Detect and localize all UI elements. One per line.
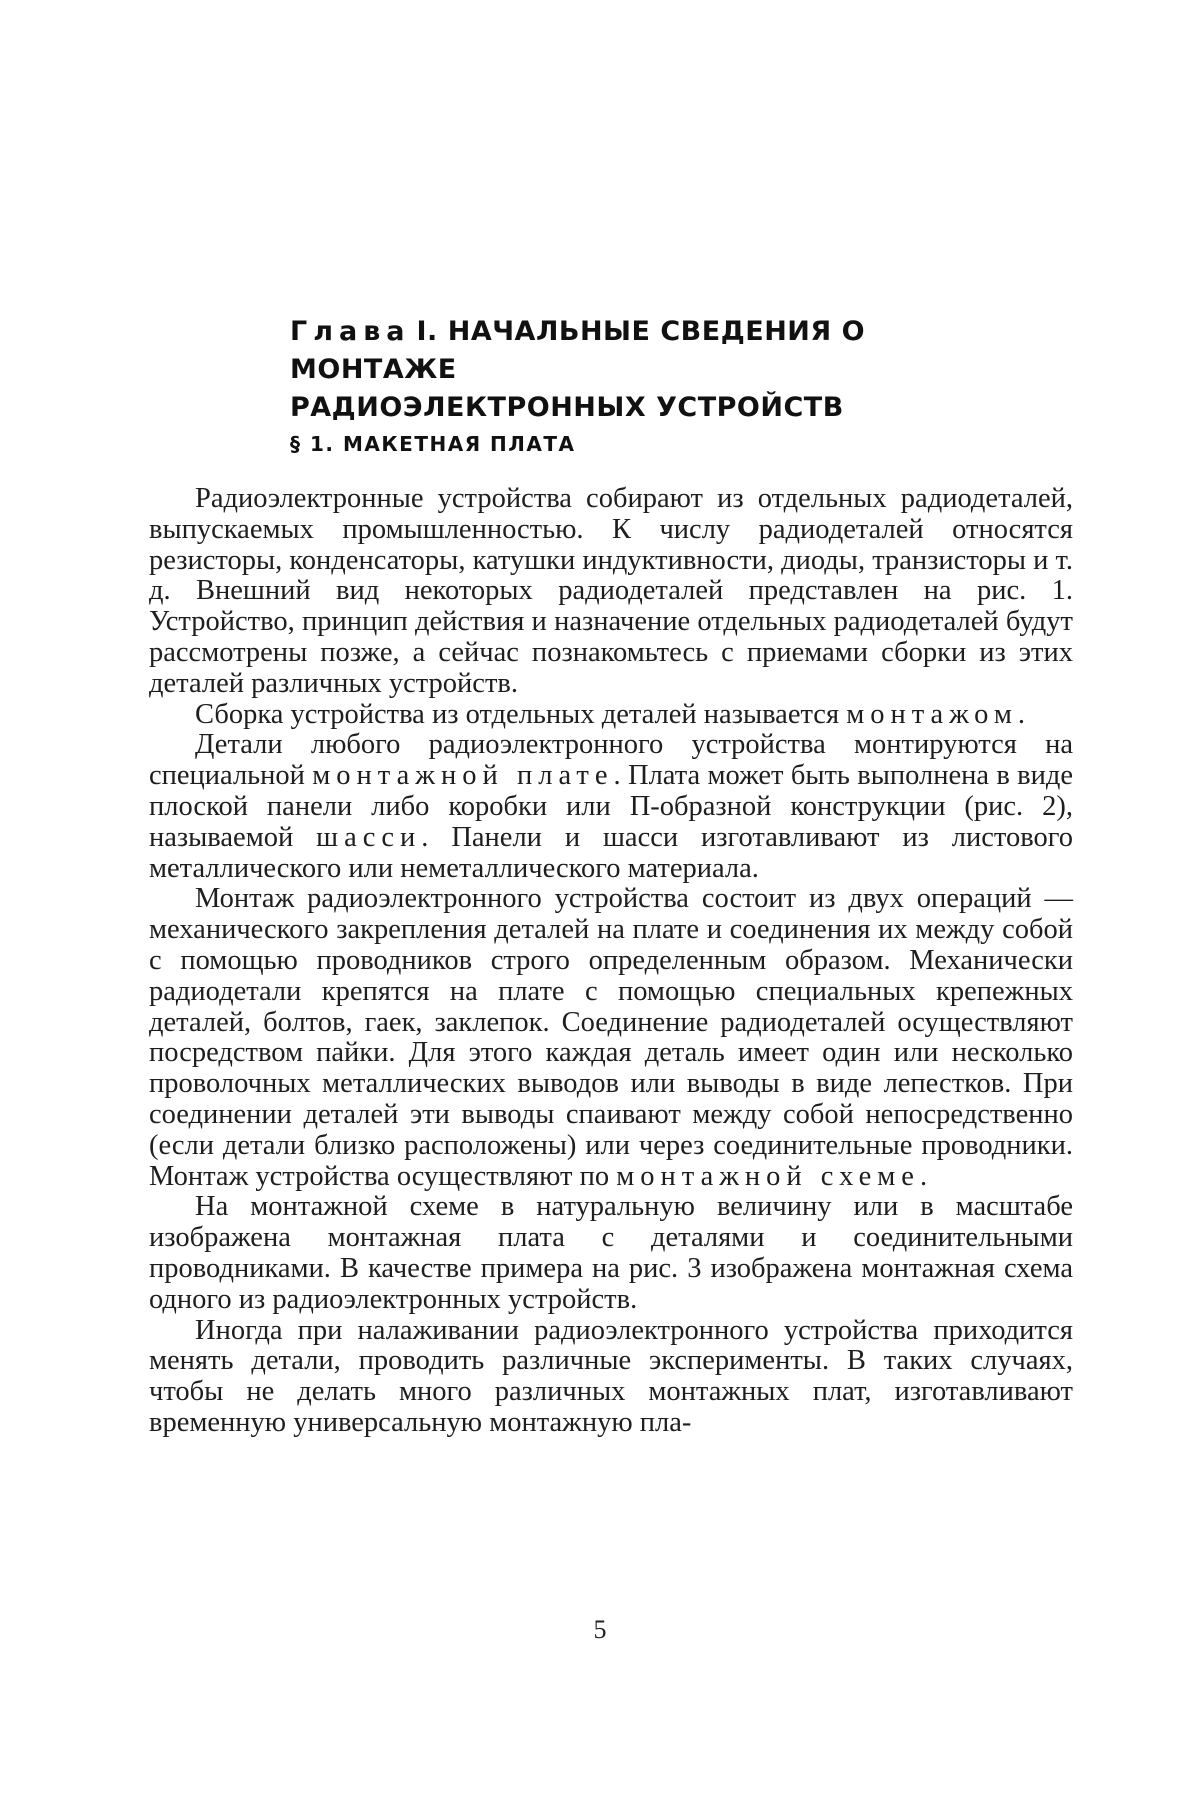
term-montage: монтажом [846, 698, 1018, 730]
paragraph-1: Радиоэлектронные устройства собирают из отдельных радиодеталей, выпускаемых промышленностью. К числу радиодеталей относятся резисторы, конденсаторы, катушки индуктивности, диоды, транзисторы и т. д. Внешний вид некоторых радиодеталей представлен на рис. 1. Устройство, принцип действия и назначение отдельных радиодеталей будут рассмотрены позже, а сейчас познакомьтесь с приемами сборки из этих деталей различных устройств. [149, 483, 1073, 699]
chapter-label: Глава [290, 316, 411, 347]
paragraph-2 [149, 700, 1073, 731]
chapter-number: I. [416, 316, 438, 347]
paragraph-3-text-2: . Плата может быть выполнена в виде плоской панели либо коробки или П-образной конструкции (рис. 2), называемой [149, 760, 1073, 853]
paragraph-2-text: Сборка устройства из отдельных деталей называется [195, 698, 847, 730]
paragraph-4 [149, 884, 1073, 1192]
paragraph-3 [149, 730, 1073, 884]
chapter-title-line-2: РАДИОЭЛЕКТРОННЫХ УСТРОЙСТВ [290, 392, 844, 423]
chapter-title-line-1 [290, 313, 990, 389]
paragraph-3-text-1: Детали любого радиоэлектронного устройства монтируются на специальной [149, 729, 1073, 792]
page-number: 5 [593, 1615, 607, 1644]
term-mounting-board: монтажной плате [312, 760, 614, 792]
paragraph-4-end: . [919, 1160, 928, 1192]
term-chassis: шасси [316, 821, 422, 853]
section-heading: § 1. МАКЕТНАЯ ПЛАТА [290, 432, 576, 456]
paragraph-2-end: . [1017, 698, 1026, 730]
paragraph-5: На монтажной схеме в натуральную величину или в масштабе изображена монтажная плата с деталями и соединительными проводниками. В качестве примера на рис. 3 изображена монтажная схема одного из радиоэлектронных устройств. [149, 1191, 1073, 1315]
paragraph-3-text-3: . Панели и шасси изготавливают из листового металлического или неметаллического материала. [149, 821, 1074, 884]
body-text [149, 484, 1073, 1439]
paragraph-4-text: Монтаж радиоэлектронного устройства состоит из двух операций — механического закрепления деталей на плате и соединения их между собой с помощью проводников строго определенным образом. Механически радиодетали крепятся на плате с помощью специальных крепежных деталей, болтов, гаек, заклепок. Соединение радиодеталей осуществляют посредством пайки. Для этого каждая деталь имеет один или несколько проволочных металлических выводов или выводы в виде лепестков. При соединении деталей эти выводы спаивают между собой непосредственно (если детали близко расположены) или через соединительные проводники. Монтаж устройства осуществляют по [149, 883, 1073, 1192]
chapter-title-text-1: НАЧАЛЬНЫЕ СВЕДЕНИЯ О МОНТАЖЕ [290, 316, 866, 385]
chapter-title [290, 313, 990, 427]
paragraph-6: Иногда при налаживании радиоэлектронного устройства приходится менять детали, проводить различные эксперименты. В таких случаях, чтобы не делать много различных монтажных плат, изготавливают временную универсальную монтажную пла- [149, 1314, 1073, 1438]
term-mounting-scheme: монтажной схеме [616, 1160, 920, 1192]
